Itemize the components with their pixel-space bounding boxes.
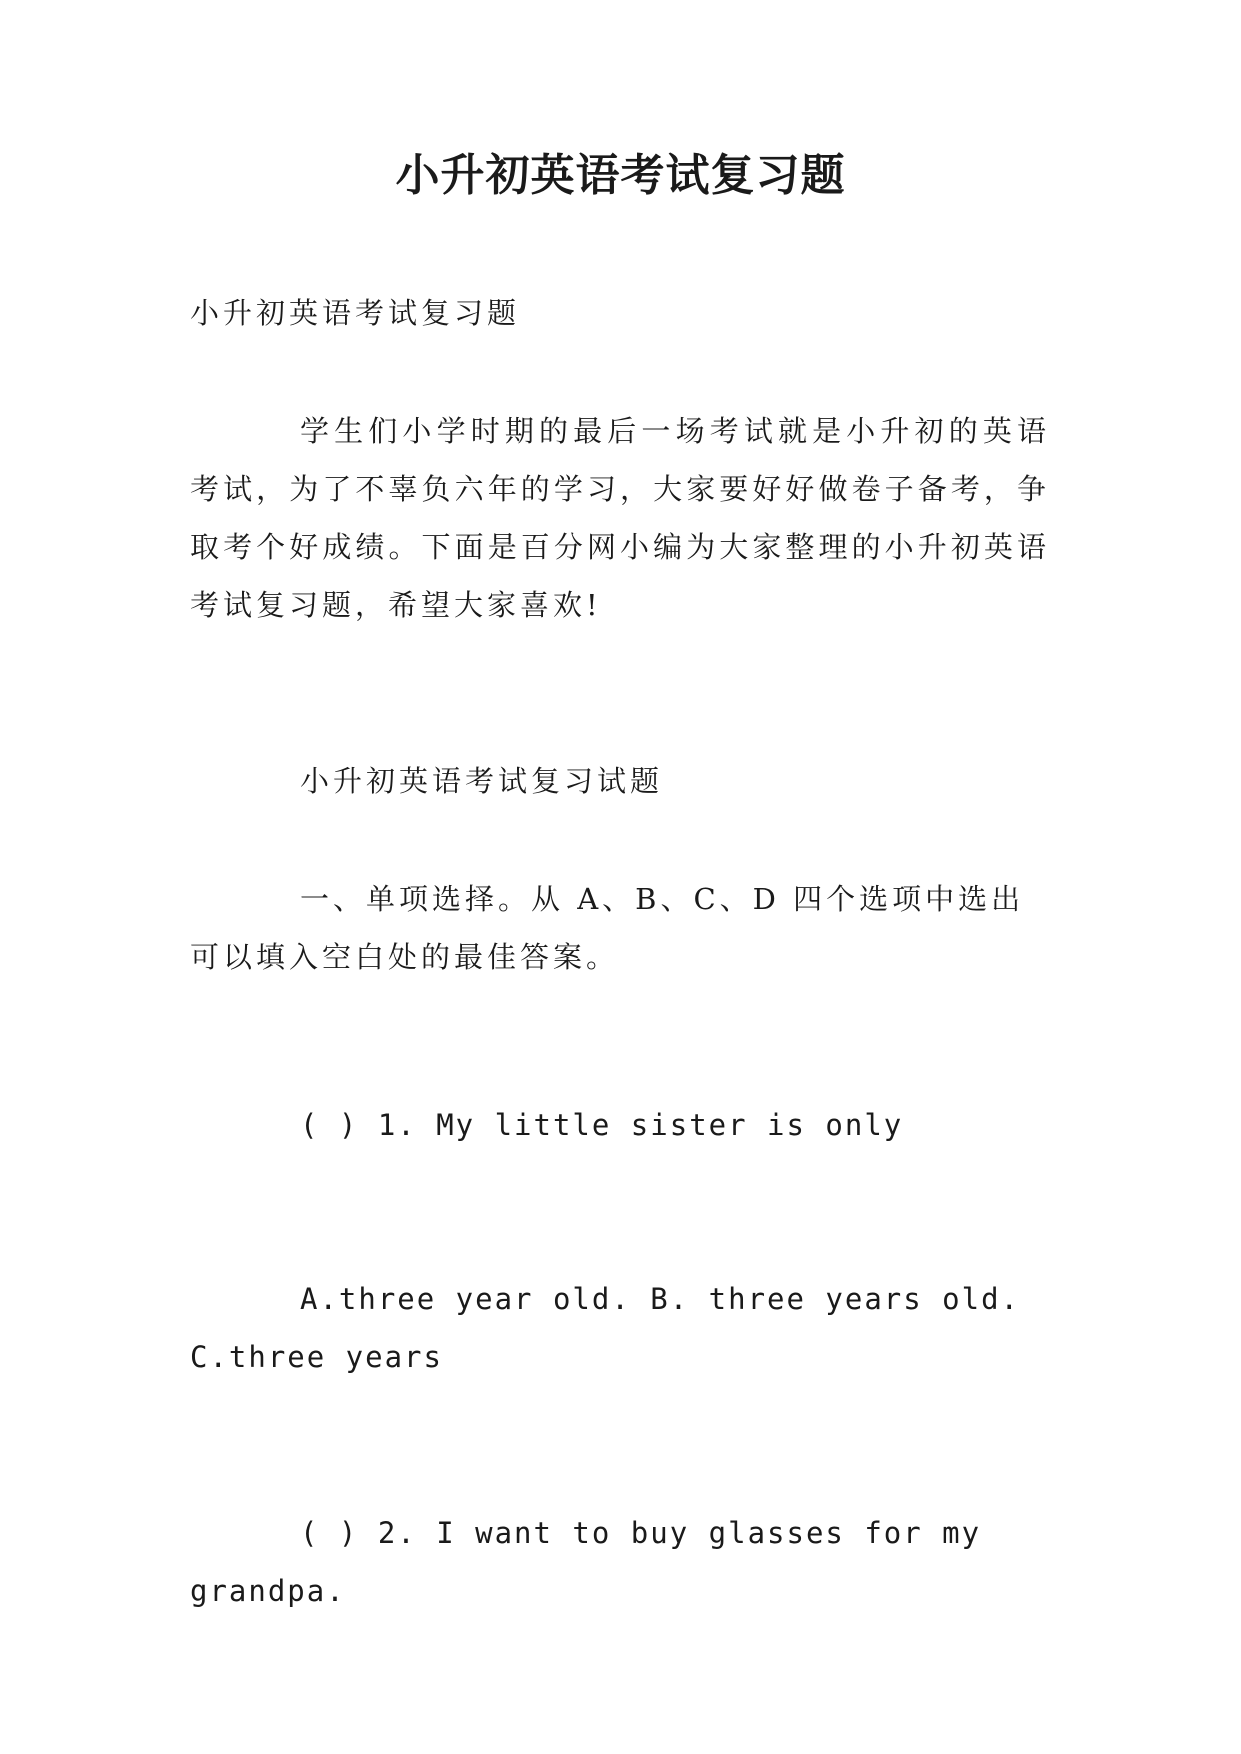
document-title: 小升初英语考试复习题 [395,150,846,201]
question-1-stem: ( ) 1. My little sister is only [300,1108,904,1142]
question-2-stem: ( ) 2. I want to buy glasses for my grandpa. [190,1516,982,1608]
intro-paragraph: 学生们小学时期的最后一场考试就是小升初的英语考试，为了不辜负六年的学习，大家要好好做卷子备考，争取考个好成绩。下面是百分网小编为大家整理的小升初英语考试复习题，希望大家喜欢! [190,414,1050,622]
sub-heading: 小升初英语考试复习题 [190,296,521,330]
instruction-paragraph: 一、单项选择。从 A、B、C、D 四个选项中选出可以填入空白处的最佳答案。 [190,882,1025,974]
question-1-options: A.three year old. B. three years old. C.three years [190,1282,1021,1374]
section-title: 小升初英语考试复习试题 [300,764,664,798]
